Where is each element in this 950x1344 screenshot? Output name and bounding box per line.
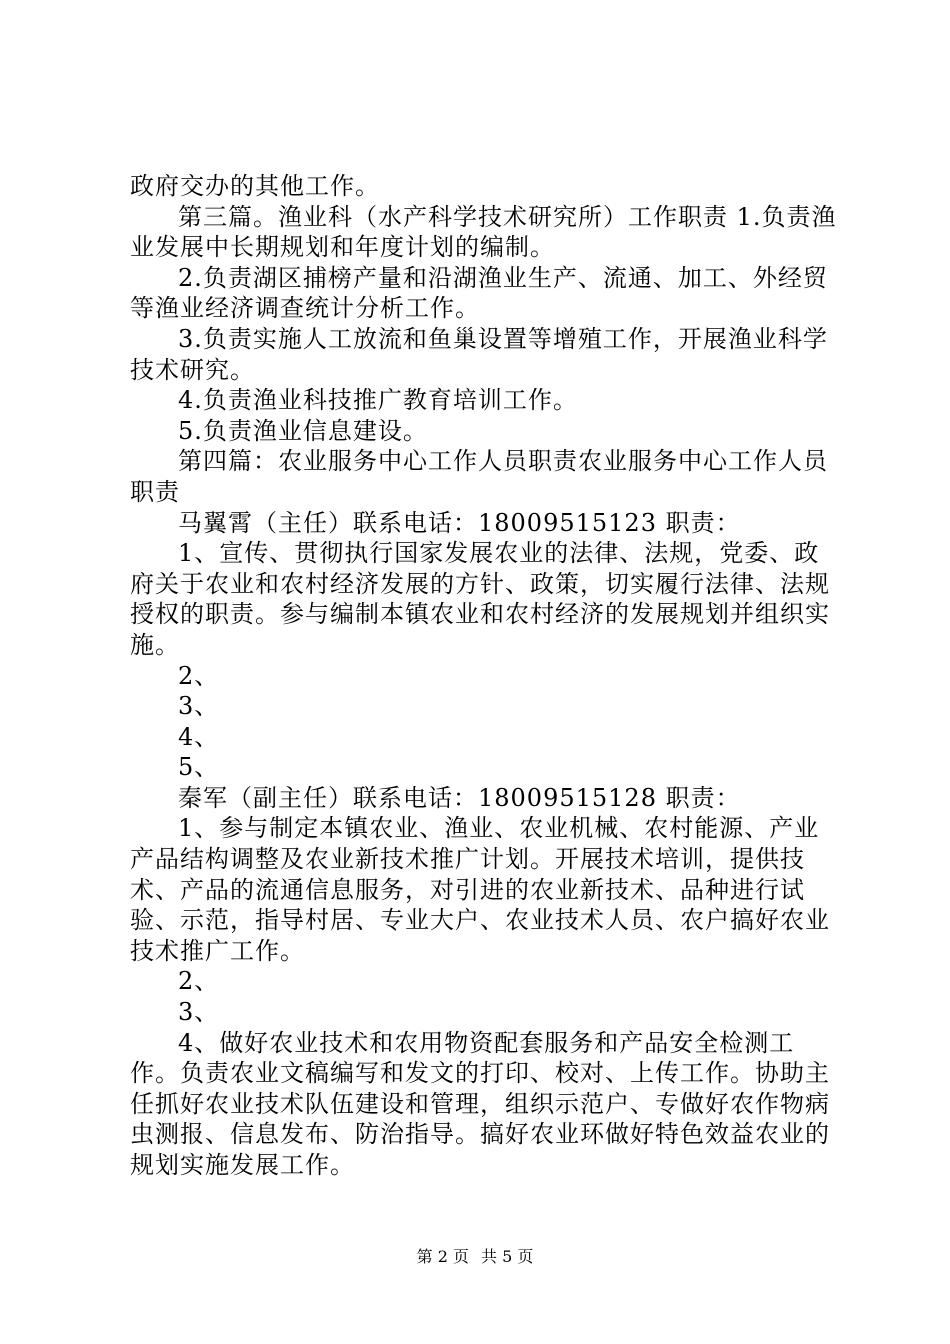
paragraph: 1、宣传、贯彻执行国家发展农业的法律、法规，党委、政府关于农业和农村经济发展的方针、政策，切实履行法律、法规授权的职责。参与编制本镇农业和农村经济的发展规划并组织实施。 xyxy=(130,539,830,659)
paragraph: 2.负责湖区捕榜产量和沿湖渔业生产、流通、加工、外经贸等渔业经济调查统计分析工作。 xyxy=(130,263,828,323)
page-footer xyxy=(0,1244,950,1267)
paragraph: 5、 xyxy=(178,753,220,782)
paragraph: 5.负责渔业信息建设。 xyxy=(178,416,428,445)
paragraph: 4.负责渔业科技推广教育培训工作。 xyxy=(178,386,578,415)
paragraph: 3.负责实施人工放流和鱼巢设置等增殖工作，开展渔业科学技术研究。 xyxy=(130,324,828,384)
paragraph: 秦军（副主任）联系电话：18009515128 职责： xyxy=(178,783,741,812)
page-total: 共 5 页 xyxy=(481,1247,534,1266)
paragraph: 政府交办的其他工作。 xyxy=(130,172,380,200)
paragraph: 4、 xyxy=(178,722,220,751)
paragraph: 3、 xyxy=(178,692,220,721)
paragraph: 2、 xyxy=(178,967,220,996)
paragraph: 第三篇。渔业科（水产科学技术研究所）工作职责 1.负责渔业发展中长期规划和年度计划的编制。 xyxy=(130,202,837,262)
document-body xyxy=(130,171,842,1181)
paragraph: 1、参与制定本镇农业、渔业、农业机械、农村能源、产业产品结构调整及农业新技术推广计划。开展技术培训，提供技术、产品的流通信息服务，对引进的农业新技术、品种进行试验、示范，指导村居、专业大户、农业技术人员、农户搞好农业技术推广工作。 xyxy=(130,814,830,965)
paragraph: 第四篇：农业服务中心工作人员职责农业服务中心工作人员职责 xyxy=(130,447,828,506)
paragraph: 马翼霄（主任）联系电话：18009515123 职责： xyxy=(178,508,741,537)
paragraph: 3、 xyxy=(178,998,220,1027)
paragraph: 4、做好农业技术和农用物资配套服务和产品安全检测工作。负责农业文稿编写和发文的打印、校对、上传工作。协助主任抓好农业技术队伍建设和管理，组织示范户、专做好农作物病虫测报、信息发布、防治指导。搞好农业环做好特色效益农业的规划实施发展工作。 xyxy=(130,1028,830,1179)
paragraph: 2、 xyxy=(178,661,220,690)
page-number: 第 2 页 xyxy=(416,1247,469,1266)
